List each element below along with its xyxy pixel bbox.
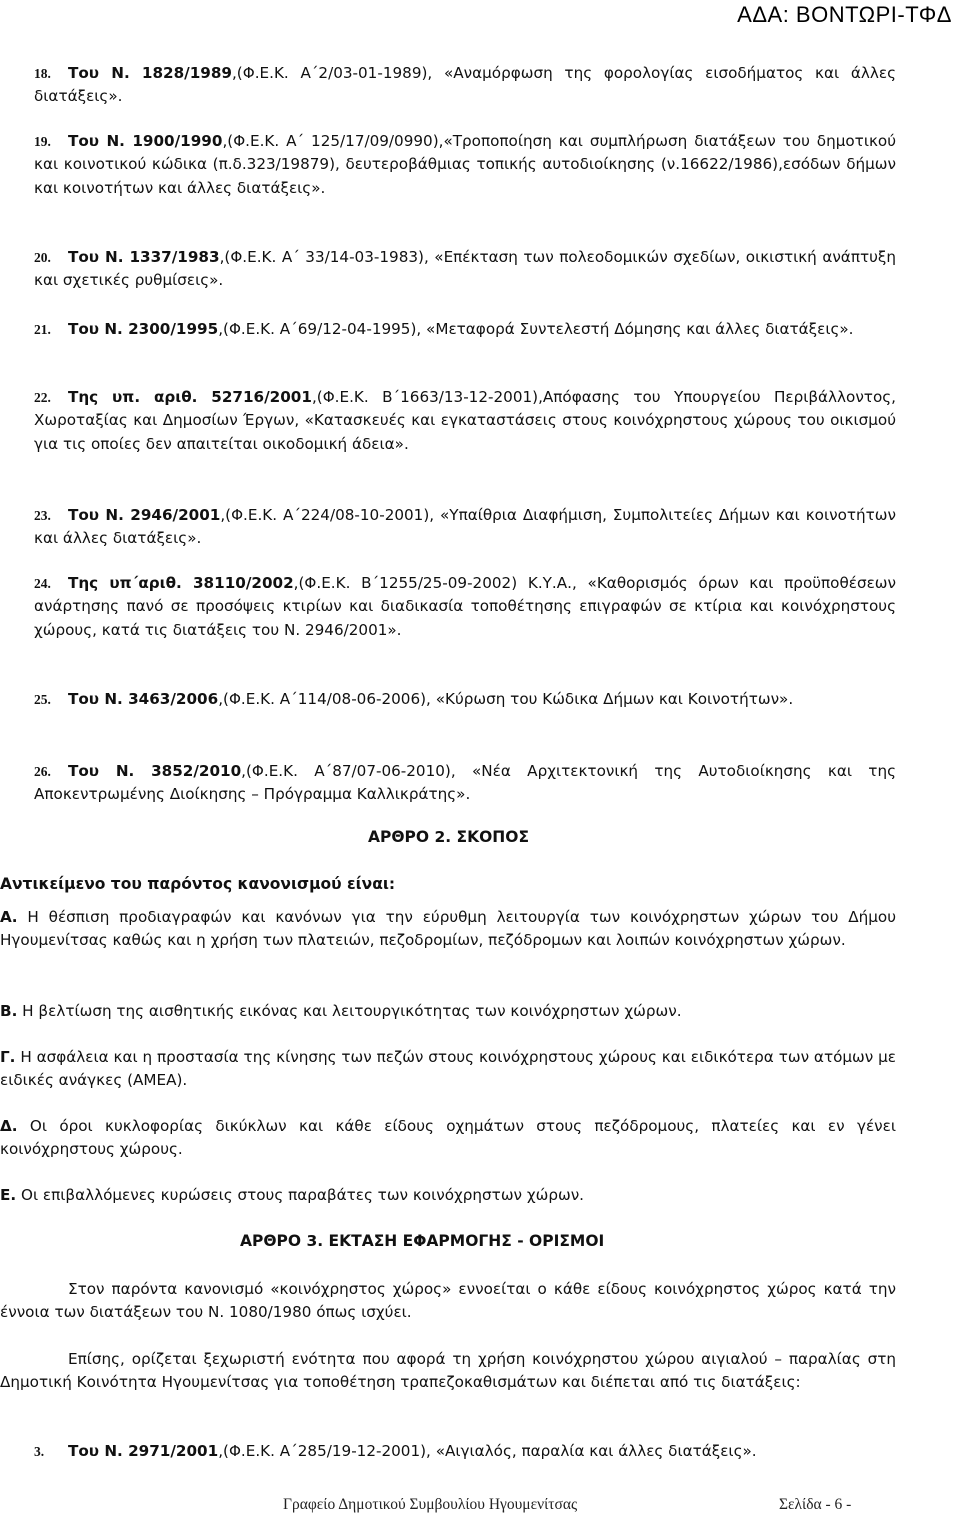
point-label: Γ.	[0, 1048, 16, 1066]
point-label: Δ.	[0, 1117, 18, 1135]
point-text: Η βελτίωση της αισθητικής εικόνας και λειτουργικότητας των κοινόχρηστων χώρων.	[17, 1002, 682, 1020]
point-label: Ε.	[0, 1186, 17, 1204]
law-reference: Του Ν. 3463/2006	[68, 690, 219, 708]
law-description: ,(Φ.Ε.Κ. Α΄ 125/17/09/0990),«Τροποποίηση και συμπλήρωση διατάξεων του δημοτικού και κοινοτικού κώδικα (π.δ.323/19879), δευτεροβάθμιας τοπικής αυτοδιοίκησης (ν.16622/1986),εσόδων δήμων και κοινοτήτων και άλλες διατάξεις».	[34, 132, 896, 197]
article-3-scope: Επίσης, ορίζεται ξεχωριστή ενότητα που αφορά τη χρήση κοινόχρηστου χώρου αιγιαλού – παραλίας στη Δημοτική Κοινότητα Ηγουμενίτσας για τοποθέτηση τραπεζοκαθισμάτων και διέπεται από τις διατάξεις:	[0, 1350, 896, 1392]
law-item-24	[34, 572, 896, 642]
law-item-3	[34, 1440, 896, 1463]
law-reference: Του Ν. 1828/1989	[68, 64, 232, 82]
article-3-definition: Στον παρόντα κανονισμό «κοινόχρηστος χώρος» εννοείται ο κάθε είδους κοινόχρηστος χώρος κατά την έννοια των διατάξεων του Ν. 1080/1980 όπως ισχύει.	[0, 1280, 896, 1322]
purpose-point-c	[0, 1046, 896, 1093]
law-description: ,(Φ.Ε.Κ. Β΄1663/13-12-2001),Απόφασης του Υπουργείου Περιβάλλοντος, Χωροταξίας και Δημοσίων Έργων, «Κατασκευές και εγκαταστάσεις στους κοινόχρηστους χώρους του οικισμού για τις οποίες δεν απαιτείται οικοδομική άδεια».	[34, 388, 896, 453]
law-description: ,(Φ.Ε.Κ. Α΄ 33/14-03-1983), «Επέκταση των πολεοδομικών σχεδίων, οικιστική ανάπτυξη και σχετικές ρυθμίσεις».	[34, 248, 896, 290]
point-text: Οι όροι κυκλοφορίας δικύκλων και κάθε είδους οχημάτων στους πεζόδρομους, πλατείες και εν γένει κοινόχρηστους χώρους.	[0, 1117, 896, 1159]
point-text: Η ασφάλεια και η προστασία της κίνησης των πεζών στους κοινόχρηστους χώρους και ειδικότερα των ατόμων με ειδικές ανάγκες (ΑΜΕΑ).	[0, 1048, 896, 1090]
law-item-20	[34, 246, 896, 293]
item-number: 25.	[34, 692, 51, 707]
law-description: ,(Φ.Ε.Κ. Α΄224/08-10-2001), «Υπαίθρια Διαφήμιση, Συμπολιτείες Δήμων και κοινοτήτων και άλλες διατάξεις».	[34, 506, 896, 548]
law-reference: Του Ν. 2971/2001	[68, 1442, 219, 1460]
law-description: ,(Φ.Ε.Κ. Α΄87/07-06-2010), «Νέα Αρχιτεκτονική της Αυτοδιοίκησης και της Αποκεντρωμένης Διοίκησης – Πρόγραμμα Καλλικράτης».	[34, 762, 896, 804]
law-item-26	[34, 760, 896, 807]
law-item-18	[34, 62, 896, 109]
item-number: 20.	[34, 250, 51, 265]
item-number: 21.	[34, 322, 51, 337]
point-label: Β.	[0, 1002, 18, 1020]
law-reference: Του Ν. 2300/1995	[68, 320, 219, 338]
law-description: ,(Φ.Ε.Κ. Α΄285/19-12-2001), «Αιγιαλός, παραλία και άλλες διατάξεις».	[218, 1442, 757, 1460]
point-text: Η θέσπιση προδιαγραφών και κανόνων για την εύρυθμη λειτουργία των κοινόχρηστων χώρων του Δήμου Ηγουμενίτσας καθώς και η χρήση των πλατειών, πεζοδρομίων, πεζόδρομων και λοιπών κοινόχρηστων χώρων.	[0, 908, 896, 950]
law-item-21	[34, 318, 896, 341]
law-item-19	[34, 130, 896, 200]
law-reference: Του Ν. 2946/2001	[68, 506, 221, 524]
point-label: Α.	[0, 908, 18, 926]
item-number: 3.	[34, 1444, 45, 1459]
article-2-intro: Αντικείμενο του παρόντος κανονισμού είναι:	[0, 875, 396, 893]
law-reference: Του Ν. 1900/1990	[68, 132, 223, 150]
purpose-point-b	[0, 1000, 896, 1023]
law-description: ,(Φ.Ε.Κ. Α΄69/12-04-1995), «Μεταφορά Συντελεστή Δόμησης και άλλες διατάξεις».	[218, 320, 854, 338]
law-reference: Της υπ΄αριθ. 38110/2002	[68, 574, 294, 592]
article-3-title: ΑΡΘΡΟ 3. ΕΚΤΑΣΗ ΕΦΑΡΜΟΓΗΣ - ΟΡΙΣΜΟΙ	[240, 1232, 605, 1250]
law-description: ,(Φ.Ε.Κ. Α΄2/03-01-1989), «Αναμόρφωση της φορολογίας εισοδήματος και άλλες διατάξεις».	[34, 64, 896, 106]
item-number: 24.	[34, 576, 51, 591]
item-number: 23.	[34, 508, 51, 523]
purpose-point-a	[0, 906, 896, 953]
item-number: 18.	[34, 66, 51, 81]
law-reference: Της υπ. αριθ. 52716/2001	[68, 388, 312, 406]
law-item-23	[34, 504, 896, 551]
item-number: 19.	[34, 134, 51, 149]
law-item-22	[34, 386, 896, 456]
item-number: 22.	[34, 390, 51, 405]
page-footer	[283, 1496, 883, 1514]
law-description: ,(Φ.Ε.Κ. Α΄114/08-06-2006), «Κύρωση του Κώδικα Δήμων και Κοινοτήτων».	[218, 690, 794, 708]
article-2-title: ΑΡΘΡΟ 2. ΣΚΟΠΟΣ	[368, 828, 530, 846]
law-reference: Του Ν. 1337/1983	[68, 248, 220, 266]
purpose-point-e	[0, 1184, 896, 1207]
point-text: Οι επιβαλλόμενες κυρώσεις στους παραβάτες των κοινόχρηστων χώρων.	[16, 1186, 585, 1204]
law-description: ,(Φ.Ε.Κ. Β΄1255/25-09-2002) Κ.Υ.Α., «Καθορισμός όρων και προϋποθέσεων ανάρτησης πανό σε προσόψεις κτιρίων και διαδικασία τοποθέτησης επιγραφών σε κτίρια και κοινόχρηστους χώρους, κατά τις διατάξεις του Ν. 2946/2001».	[34, 574, 896, 639]
law-item-25	[34, 688, 896, 711]
document-id-header: ΑΔΑ: ΒΟΝΤΩΡΙ-ΤΦΔ	[737, 2, 952, 27]
footer-office: Γραφείο Δημοτικού Συμβουλίου Ηγουμενίτσας	[283, 1496, 578, 1513]
purpose-point-d	[0, 1115, 896, 1162]
law-reference: Του Ν. 3852/2010	[68, 762, 242, 780]
item-number: 26.	[34, 764, 51, 779]
page-number: Σελίδα - 6 -	[779, 1496, 852, 1513]
